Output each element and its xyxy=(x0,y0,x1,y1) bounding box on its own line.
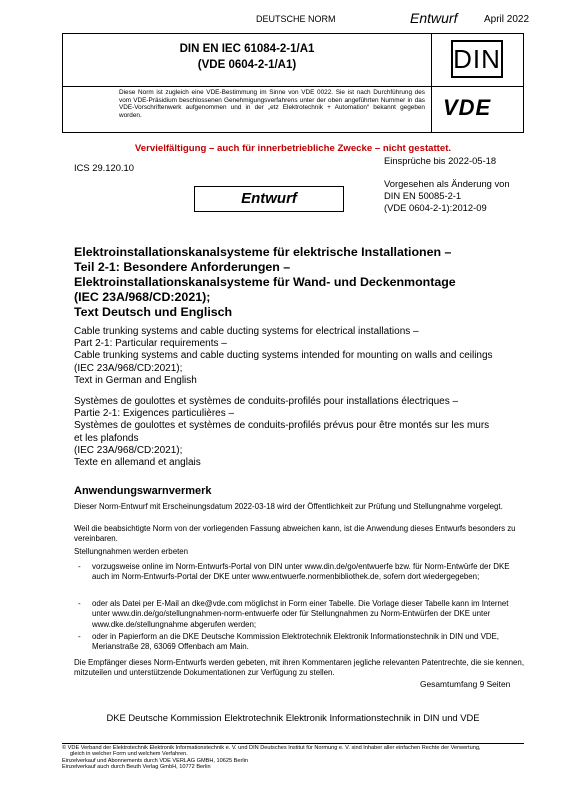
title-english xyxy=(74,326,534,387)
divider xyxy=(62,743,524,744)
copyright-notice xyxy=(62,745,532,771)
amendment-line: DIN EN 50085-2-1 xyxy=(384,190,462,201)
stage-label: Entwurf xyxy=(410,10,458,26)
title-line: Systèmes de goulottes et systèmes de conduits-profilés pour installations électriques – xyxy=(74,396,459,407)
list-dash: - xyxy=(78,632,81,641)
title-line: (IEC 23A/968/CD:2021); xyxy=(74,362,183,374)
usage-paragraph: Weil die beabsichtigte Norm von der vorliegenden Fassung abweichen kann, ist die Anwendung dieses Entwurfs besonders zu vereinbaren. xyxy=(74,524,516,544)
divider xyxy=(63,86,523,87)
copyright-line: © VDE Verband der Elektrotechnik Elektronik Informationstechnik e. V. und DIN Deutsches Institut für Normung e. V. sind Inhaber aller einfachen Rechte der Verwertung, xyxy=(62,745,481,751)
title-line: Cable trunking systems and cable ducting systems intended for mounting on walls and ceilings xyxy=(74,350,493,362)
title-line: Elektroinstallationskanalsysteme für elektrische Installationen – xyxy=(74,245,452,259)
reproduction-warning: Vervielfältigung – auch für innerbetriebliche Zwecke – nicht gestattet. xyxy=(134,143,452,154)
list-dash: - xyxy=(78,562,81,571)
vde-logo: VDE xyxy=(443,95,492,120)
title-line: Teil 2-1: Besondere Anforderungen – xyxy=(74,260,291,274)
document-number: DIN EN IEC 61084-2-1/A1 xyxy=(179,43,315,55)
title-line: Systèmes de goulottes et systèmes de conduits-profilés prévus pour être montés sur les murs xyxy=(74,420,490,432)
vde-notice: Diese Norm ist zugleich eine VDE-Bestimmung im Sinne von VDE 0022. Sie ist nach Durchführung des vom VDE-Präsidium beschlossenen Genehmigungsverfahrens unter der oben angeführten Nummer in das VDE-Vorschriftenwerk aufgenommen und in der „etz Elektrotechnik + Automation“ bekannt gegeben worden. xyxy=(119,89,425,119)
din-logo: DIN xyxy=(451,40,503,78)
title-line: Text in German and English xyxy=(74,374,197,386)
divider xyxy=(431,34,432,132)
list-dash: - xyxy=(78,599,81,608)
title-line: Partie 2-1: Exigences particulières – xyxy=(74,408,235,420)
list-item-text: oder als Datei per E-Mail an dke@vde.com möglichst in Form einer Tabelle. Die Vorlage dieser Tabelle kann im Internet unter www.din.de/go/stellungnahmen-norm-entwuerfe oder für Stellungnahmen zu Norm-Entwürfen der DKE unter www.dke.de/stellungnahme abgerufen werden; xyxy=(92,599,509,629)
objection-deadline: Einsprüche bis 2022-05-18 xyxy=(384,155,497,166)
title-german xyxy=(74,245,534,320)
ics-code: ICS 29.120.10 xyxy=(74,162,134,173)
draft-stamp: Entwurf xyxy=(194,186,344,212)
amendment-line: (VDE 0604-2-1):2012-09 xyxy=(384,202,487,213)
publication-date: April 2022 xyxy=(484,14,530,25)
title-line: Text Deutsch und Englisch xyxy=(74,305,233,319)
title-french xyxy=(74,396,534,469)
title-line: et les plafonds xyxy=(74,432,139,444)
title-line: Part 2-1: Particular requirements – xyxy=(74,338,227,350)
usage-heading: Anwendungswarnvermerk xyxy=(74,485,212,497)
usage-paragraph: Die Empfänger dieses Norm-Entwurfs werden gebeten, mit ihren Kommentaren jegliche relevanten Patentrechte, die sie kennen, mitzuteilen und unterstützende Dokumentationen zur Verfügung zu stellen. xyxy=(74,658,525,678)
usage-paragraph: Dieser Norm-Entwurf mit Erscheinungsdatum 2022-03-18 wird der Öffentlichkeit zur Prüfung und Stellungnahme vorgelegt. xyxy=(74,502,503,511)
list-item-text: oder in Papierform an die DKE Deutsche Kommission Elektrotechnik Elektronik Informationstechnik in DIN und VDE, Merianstraße 28, 63069 Offenbach am Main. xyxy=(92,632,499,652)
page-count: Gesamtumfang 9 Seiten xyxy=(420,679,511,689)
dke-footer: DKE Deutsche Kommission Elektrotechnik Elektronik Informationstechnik in DIN und VDE xyxy=(106,712,480,723)
norm-label: DEUTSCHE NORM xyxy=(256,14,336,24)
amendment-info xyxy=(384,178,510,214)
usage-paragraph: Stellungnahmen werden erbeten xyxy=(74,547,189,556)
title-line: Elektroinstallationskanalsysteme für Wand- und Deckenmontage xyxy=(74,275,456,289)
title-line: Texte en allemand et anglais xyxy=(74,457,201,469)
copyright-line: gleich in welcher Form und welchem Verfahren. xyxy=(70,751,188,758)
title-line: Cable trunking systems and cable ducting systems for electrical installations – xyxy=(74,326,419,337)
copyright-line: Einzelverkauf auch durch Beuth Verlag GmbH, 10772 Berlin xyxy=(62,764,211,771)
copyright-line: Einzelverkauf und Abonnements durch VDE VERLAG GMBH, 10625 Berlin xyxy=(62,757,248,764)
amendment-line: Vorgesehen als Änderung von xyxy=(384,178,510,189)
title-line: (IEC 23A/968/CD:2021); xyxy=(74,444,183,456)
list-item-text: vorzugsweise online im Norm-Entwurfs-Portal von DIN unter www.din.de/go/entwuerfe bzw. für Norm-Entwürfe der DKE auch im Norm-Entwurfs-Portal der DKE unter www.entwuerfe.normenbibliothek.de, sofern dort wiedergegeben; xyxy=(92,562,510,582)
title-line: (IEC 23A/968/CD:2021); xyxy=(74,290,211,304)
vde-number: (VDE 0604-2-1/A1) xyxy=(197,59,297,71)
